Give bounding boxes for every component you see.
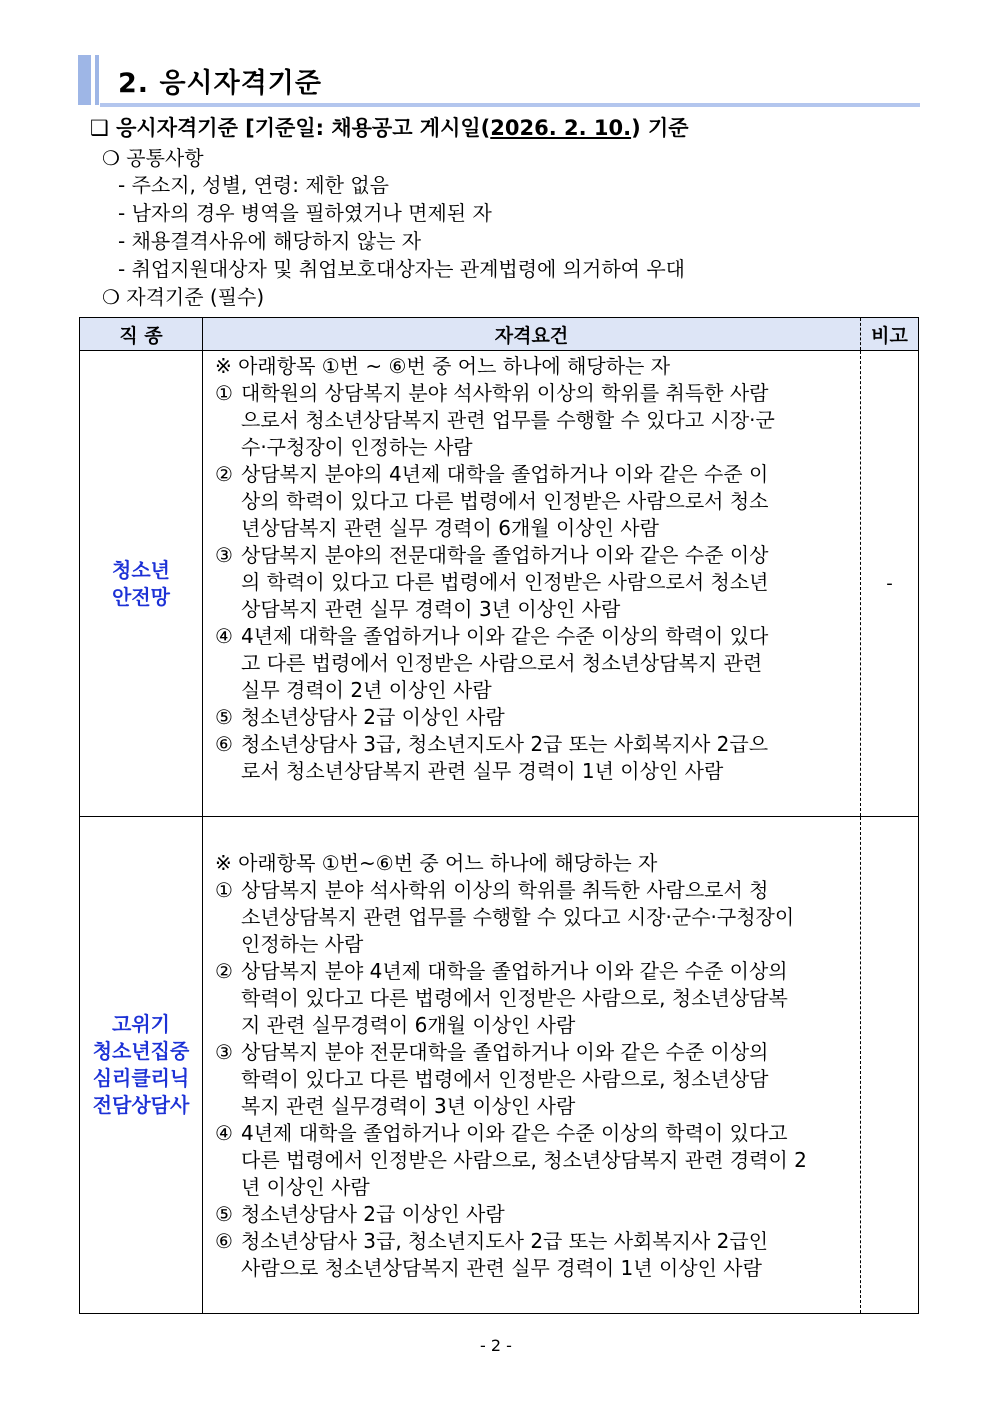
requirement-intro: ※ 아래항목 ①번 ~ ⑥번 중 어느 하나에 해당하는 자 — [215, 354, 671, 378]
square-bullet-icon: ❑ — [90, 116, 109, 140]
section-underline — [100, 103, 920, 107]
requirement-text: 청소년상담사 3급, 청소년지도사 2급 또는 사회복지사 2급인 — [241, 1229, 769, 1253]
job-title-cell — [80, 817, 203, 1314]
requirement-number: ④ — [215, 1121, 233, 1145]
requirement-number: ② — [215, 959, 233, 983]
requirement-number: ③ — [215, 1040, 233, 1064]
requirement-text: 청소년상담사 2급 이상인 사람 — [241, 1202, 505, 1226]
requirement-number: ② — [215, 462, 233, 486]
job-title-cell — [80, 351, 203, 817]
requirement-text: 청소년상담사 2급 이상인 사람 — [241, 705, 505, 729]
criteria-heading-prefix: 응시자격기준 [기준일: 채용공고 게시일( — [116, 116, 491, 140]
requirement-text-continued: 소년상담복지 관련 업무를 수행할 수 있다고 시장·군수·구청장이 — [241, 905, 795, 929]
requirement-number: ⑥ — [215, 732, 233, 756]
requirement-text-continued: 학력이 있다고 다른 법령에서 인정받은 사람으로, 청소년상담복 — [241, 986, 788, 1010]
requirement-item — [215, 1039, 852, 1066]
criteria-heading — [90, 115, 689, 141]
job-title-line: 고위기 — [112, 1012, 170, 1036]
requirement-item — [215, 1120, 852, 1147]
job-title-line: 안전망 — [112, 584, 170, 609]
qualification-title: 자격기준 (필수) — [126, 285, 265, 309]
requirement-text-continued: 으로서 청소년상담복지 관련 업무를 수행할 수 있다고 시장·군 — [241, 408, 775, 432]
table-header-row — [80, 318, 919, 351]
criteria-heading-suffix: ) 기준 — [631, 116, 689, 140]
requirement-item — [215, 877, 852, 904]
job-title-line: 청소년집중 — [92, 1039, 190, 1063]
section-accent-bar — [78, 55, 91, 105]
requirement-text: 상담복지 분야의 전문대학을 졸업하거나 이와 같은 수준 이상 — [241, 543, 769, 567]
header-job: 직 종 — [80, 318, 203, 351]
requirement-number: ⑤ — [215, 1202, 233, 1226]
requirement-text-continued: 인정하는 사람 — [241, 932, 364, 956]
page-number: - 2 - — [480, 1336, 512, 1355]
common-item: - 취업지원대상자 및 취업보호대상자는 관계법령에 의거하여 우대 — [118, 257, 686, 281]
criteria-date: 2026. 2. 10. — [490, 116, 632, 140]
requirement-number: ③ — [215, 543, 233, 567]
requirement-text-continued: 로서 청소년상담복지 관련 실무 경력이 1년 이상인 사람 — [241, 759, 724, 783]
requirement-item — [215, 1201, 852, 1228]
requirement-text-continued: 복지 관련 실무경력이 3년 이상인 사람 — [241, 1094, 576, 1118]
requirement-text: 4년제 대학을 졸업하거나 이와 같은 수준 이상의 학력이 있다 — [241, 624, 769, 648]
requirement-text: 상담복지 분야 4년제 대학을 졸업하거나 이와 같은 수준 이상의 — [241, 959, 788, 983]
job-title-line: 전담상담사 — [92, 1093, 190, 1117]
requirement-number: ⑥ — [215, 1229, 233, 1253]
header-requirements: 자격요건 — [203, 318, 861, 351]
section-accent-bar-thin — [95, 55, 99, 105]
requirement-item — [215, 958, 852, 985]
requirement-text: 상담복지 분야 전문대학을 졸업하거나 이와 같은 수준 이상의 — [241, 1040, 769, 1064]
note-cell: - — [861, 351, 919, 817]
common-title: 공통사항 — [126, 146, 204, 170]
common-item: - 남자의 경우 병역을 필하였거나 면제된 자 — [118, 201, 492, 225]
requirements-cell — [203, 817, 861, 1314]
requirement-item — [215, 731, 852, 758]
requirement-text-continued: 학력이 있다고 다른 법령에서 인정받은 사람으로, 청소년상담 — [241, 1067, 769, 1091]
requirement-text-continued: 상담복지 관련 실무 경력이 3년 이상인 사람 — [241, 597, 621, 621]
requirement-text-continued: 년상담복지 관련 실무 경력이 6개월 이상인 사람 — [241, 516, 659, 540]
requirement-item — [215, 380, 852, 407]
requirement-item — [215, 623, 852, 650]
requirement-item — [215, 542, 852, 569]
requirements-table — [79, 317, 919, 1314]
requirement-text-continued: 지 관련 실무경력이 6개월 이상인 사람 — [241, 1013, 576, 1037]
requirement-number: ⑤ — [215, 705, 233, 729]
requirement-text-continued: 수·구청장이 인정하는 사람 — [241, 435, 473, 459]
requirement-item — [215, 461, 852, 488]
circle-bullet-icon: ❍ — [102, 285, 120, 309]
common-heading — [102, 145, 204, 171]
requirement-item — [215, 704, 852, 731]
header-note: 비고 — [861, 318, 919, 351]
section-title: 2. 응시자격기준 — [118, 68, 322, 99]
circle-bullet-icon: ❍ — [102, 146, 120, 170]
requirement-text-continued: 사람으로 청소년상담복지 관련 실무 경력이 1년 이상인 사람 — [241, 1256, 762, 1280]
requirement-number: ④ — [215, 624, 233, 648]
common-item: - 채용결격사유에 해당하지 않는 자 — [118, 229, 422, 253]
job-title-line: 청소년 — [112, 557, 170, 582]
requirement-text-continued: 고 다른 법령에서 인정받은 사람으로서 청소년상담복지 관련 — [241, 651, 763, 675]
requirement-number: ① — [215, 381, 233, 405]
requirement-intro: ※ 아래항목 ①번~⑥번 중 어느 하나에 해당하는 자 — [215, 851, 658, 875]
qualification-heading — [102, 284, 264, 310]
requirement-text: 청소년상담사 3급, 청소년지도사 2급 또는 사회복지사 2급으 — [241, 732, 769, 756]
table-row — [80, 351, 919, 817]
requirement-text-continued: 년 이상인 사람 — [241, 1175, 370, 1199]
common-item: - 주소지, 성별, 연령: 제한 없음 — [118, 173, 389, 197]
requirement-number: ① — [215, 878, 233, 902]
requirement-text: 4년제 대학을 졸업하거나 이와 같은 수준 이상의 학력이 있다고 — [241, 1121, 788, 1145]
requirement-text-continued: 실무 경력이 2년 이상인 사람 — [241, 678, 492, 702]
requirement-text: 대학원의 상담복지 분야 석사학위 이상의 학위를 취득한 사람 — [241, 381, 769, 405]
requirements-cell — [203, 351, 861, 817]
requirement-text: 상담복지 분야 석사학위 이상의 학위를 취득한 사람으로서 청 — [241, 878, 769, 902]
requirement-text-continued: 다른 법령에서 인정받은 사람으로, 청소년상담복지 관련 경력이 2 — [241, 1148, 807, 1172]
job-title-line: 심리클리닉 — [92, 1066, 190, 1090]
requirement-item — [215, 1228, 852, 1255]
section-header — [78, 55, 920, 107]
note-cell — [861, 817, 919, 1314]
requirement-text-continued: 의 학력이 있다고 다른 법령에서 인정받은 사람으로서 청소년 — [241, 570, 769, 594]
requirement-text: 상담복지 분야의 4년제 대학을 졸업하거나 이와 같은 수준 이 — [241, 462, 769, 486]
table-row — [80, 817, 919, 1314]
requirement-text-continued: 상의 학력이 있다고 다른 법령에서 인정받은 사람으로서 청소 — [241, 489, 769, 513]
